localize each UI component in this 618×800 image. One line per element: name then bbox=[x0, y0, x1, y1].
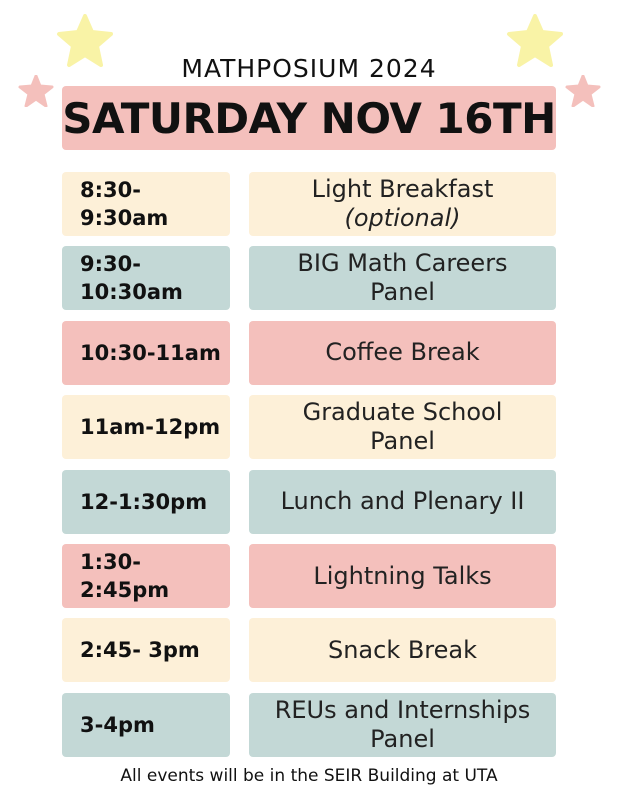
schedule-time-label: 8:30-9:30am bbox=[80, 178, 169, 230]
schedule-event bbox=[249, 395, 556, 459]
schedule-event-label: REUs and Internships Panel bbox=[274, 695, 531, 753]
schedule-event-label: Coffee Break bbox=[325, 338, 480, 367]
schedule-time bbox=[62, 544, 230, 608]
schedule-time bbox=[62, 618, 230, 682]
schedule-time bbox=[62, 470, 230, 534]
schedule-time-label: 9:30-10:30am bbox=[80, 252, 183, 305]
schedule-event-label: Lunch and Plenary II bbox=[280, 487, 525, 516]
schedule-row bbox=[62, 395, 556, 459]
schedule-time bbox=[62, 395, 230, 459]
schedule-row bbox=[62, 470, 556, 534]
schedule-event-label: BIG Math Careers Panel bbox=[297, 249, 508, 307]
schedule-event-label: Light Breakfast bbox=[311, 175, 494, 203]
schedule-row bbox=[62, 618, 556, 682]
schedule-time-label: 1:30-2:45pm bbox=[80, 550, 170, 602]
schedule-time bbox=[62, 172, 230, 236]
schedule-event-label: Lightning Talks bbox=[313, 561, 492, 590]
schedule-row bbox=[62, 172, 556, 236]
schedule-event-label: Graduate School Panel bbox=[302, 398, 503, 456]
schedule-time-label: 10:30-11am bbox=[80, 340, 221, 365]
schedule-event bbox=[249, 693, 556, 757]
schedule-row bbox=[62, 544, 556, 608]
event-subtitle: MATHPOSIUM 2024 bbox=[181, 54, 437, 83]
schedule-event-note: (optional) bbox=[344, 204, 461, 232]
schedule-time-label: 3-4pm bbox=[80, 712, 155, 737]
schedule-time-label: 2:45- 3pm bbox=[80, 638, 200, 663]
schedule-time bbox=[62, 693, 230, 757]
schedule-time bbox=[62, 246, 230, 310]
title-banner bbox=[62, 86, 556, 150]
schedule-event bbox=[249, 321, 556, 385]
schedule-time-label: 12-1:30pm bbox=[80, 489, 208, 514]
footer-note: All events will be in the SEIR Building at UTA bbox=[120, 766, 498, 786]
schedule-row bbox=[62, 321, 556, 385]
schedule-event bbox=[249, 246, 556, 310]
page-title: SATURDAY NOV 16TH bbox=[62, 93, 556, 143]
schedule-event-label: Snack Break bbox=[327, 635, 478, 664]
schedule-event bbox=[249, 544, 556, 608]
schedule-event bbox=[249, 470, 556, 534]
schedule-time bbox=[62, 321, 230, 385]
schedule-row bbox=[62, 693, 556, 757]
schedule-time-label: 11am-12pm bbox=[80, 415, 221, 440]
schedule-event bbox=[249, 618, 556, 682]
schedule-event bbox=[249, 172, 556, 236]
schedule-row bbox=[62, 246, 556, 310]
